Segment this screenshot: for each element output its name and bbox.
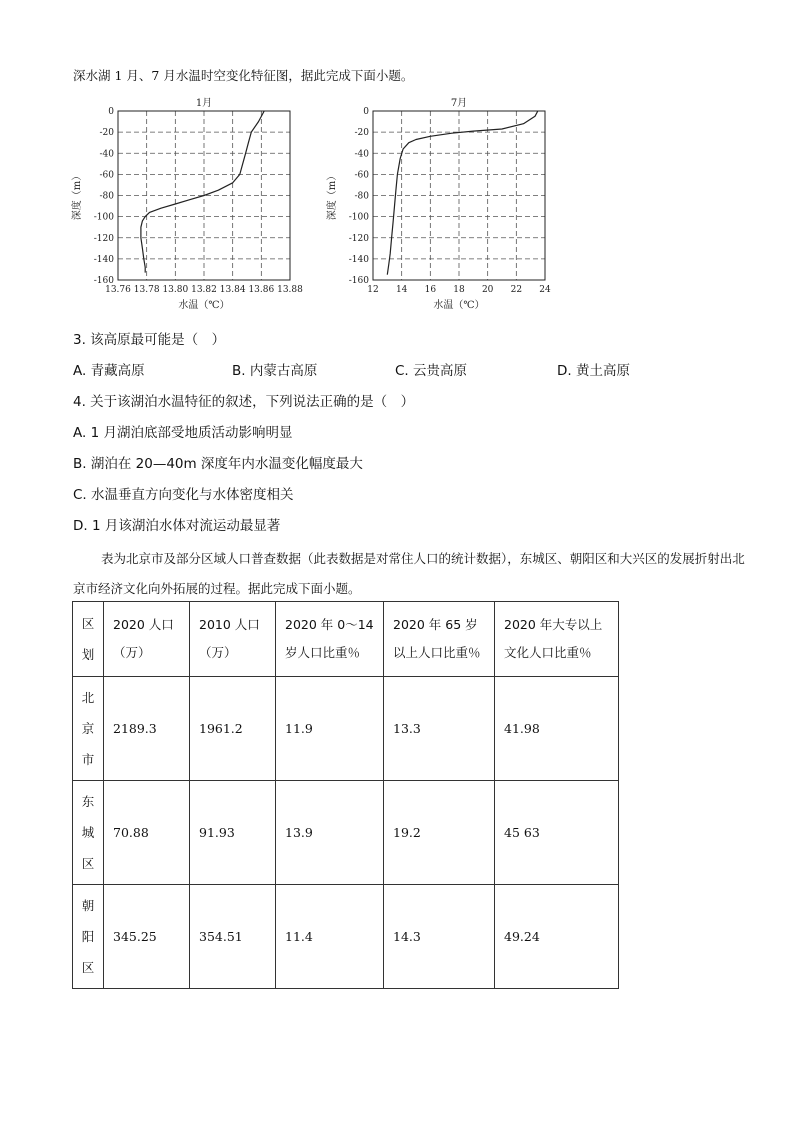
table-cell: 91.93 xyxy=(190,781,276,885)
table-cell-region: 北京市 xyxy=(73,677,104,781)
table-cell: 11.9 xyxy=(276,677,384,781)
x-tick-label: 13.76 xyxy=(105,285,131,295)
table-cell: 41.98 xyxy=(495,677,619,781)
table-row xyxy=(73,781,619,885)
population-table xyxy=(72,601,619,989)
table-cell: 354.51 xyxy=(190,885,276,989)
y-tick-label: -120 xyxy=(348,233,369,244)
y-tick-label: -160 xyxy=(93,276,114,286)
temperature-profile-line xyxy=(141,111,264,273)
y-tick-label: -60 xyxy=(99,170,114,181)
x-tick-label: 13.78 xyxy=(133,285,160,295)
y-tick-label: 0 xyxy=(108,107,114,117)
table-header-row xyxy=(73,602,619,677)
y-axis-label: 深度（m） xyxy=(72,170,83,221)
y-axis-label: 深度（m） xyxy=(327,170,338,221)
x-tick-label: 24 xyxy=(539,285,551,295)
y-tick-label: -140 xyxy=(93,254,114,265)
x-tick-label: 13.80 xyxy=(162,285,189,295)
passage-population xyxy=(73,544,753,604)
table-header-cell: 2010 人口（万） xyxy=(190,602,276,677)
question-4-option-a[interactable]: A. 1 月湖泊底部受地质活动影响明显 xyxy=(73,425,293,441)
y-tick-label: -20 xyxy=(354,128,369,139)
table-cell: 13.9 xyxy=(276,781,384,885)
y-tick-label: -20 xyxy=(99,128,114,139)
table-cell-region: 东城区 xyxy=(73,781,104,885)
question-4-option-c[interactable]: C. 水温垂直方向变化与水体密度相关 xyxy=(73,487,294,503)
question-3-option-b[interactable]: B. 内蒙古高原 xyxy=(232,363,318,379)
y-tick-label: -160 xyxy=(348,276,369,286)
table-cell: 2189.3 xyxy=(104,677,190,781)
x-tick-label: 13.82 xyxy=(191,285,217,295)
x-tick-label: 13.86 xyxy=(248,285,275,295)
x-tick-label: 18 xyxy=(453,285,465,295)
y-tick-label: 0 xyxy=(363,107,369,117)
question-3-stem: 3. 该高原最可能是（ ） xyxy=(73,332,226,348)
question-4-option-b[interactable]: B. 湖泊在 20—40m 深度年内水温变化幅度最大 xyxy=(73,456,363,472)
y-tick-label: -120 xyxy=(93,233,114,244)
passage-population-text: 表为北京市及部分区域人口普查数据（此表数据是对常住人口的统计数据），东城区、朝阳区和大兴区的发展折射出北京市经济文化向外拓展的过程。据此完成下面小题。 xyxy=(73,551,745,596)
y-tick-label: -80 xyxy=(99,191,114,202)
chart-january-svg xyxy=(70,90,310,318)
question-3-option-a[interactable]: A. 青藏高原 xyxy=(73,363,145,379)
y-tick-label: -100 xyxy=(93,212,114,223)
table-cell: 11.4 xyxy=(276,885,384,989)
chart-title: 1月 xyxy=(195,98,213,109)
table-header-cell: 2020 年 65 岁以上人口比重％ xyxy=(384,602,495,677)
x-axis-label: 水温（℃） xyxy=(433,300,485,311)
x-tick-label: 20 xyxy=(481,285,494,295)
table-cell: 14.3 xyxy=(384,885,495,989)
table-header-cell: 区划 xyxy=(73,602,104,677)
table-row xyxy=(73,885,619,989)
table-cell: 13.3 xyxy=(384,677,495,781)
question-3-option-d[interactable]: D. 黄土高原 xyxy=(557,363,630,379)
question-4-option-d[interactable]: D. 1 月该湖泊水体对流运动最显著 xyxy=(73,518,281,534)
table-header-cell: 2020 年 0～14 岁人口比重％ xyxy=(276,602,384,677)
table-cell-region: 朝阳区 xyxy=(73,885,104,989)
y-tick-label: -40 xyxy=(99,149,114,160)
table-cell: 49.24 xyxy=(495,885,619,989)
table-cell: 70.88 xyxy=(104,781,190,885)
chart-title: 7月 xyxy=(450,98,468,109)
table-cell: 19.2 xyxy=(384,781,495,885)
table-cell: 45 63 xyxy=(495,781,619,885)
table-cell: 345.25 xyxy=(104,885,190,989)
chart-january xyxy=(70,90,310,318)
chart-july xyxy=(325,90,565,318)
x-tick-label: 13.84 xyxy=(219,285,246,295)
x-axis-label: 水温（℃） xyxy=(178,300,230,311)
x-tick-label: 12 xyxy=(367,285,379,295)
y-tick-label: -80 xyxy=(354,191,369,202)
chart-july-svg xyxy=(325,90,565,318)
intro-text: 深水湖 1 月、7 月水温时空变化特征图，据此完成下面小题。 xyxy=(73,68,414,83)
x-tick-label: 13.88 xyxy=(277,285,303,295)
table-cell: 1961.2 xyxy=(190,677,276,781)
table-header-cell: 2020 人口（万） xyxy=(104,602,190,677)
y-tick-label: -40 xyxy=(354,149,369,160)
y-tick-label: -60 xyxy=(354,170,369,181)
y-tick-label: -140 xyxy=(348,254,369,265)
x-tick-label: 22 xyxy=(510,285,523,295)
question-3-option-c[interactable]: C. 云贵高原 xyxy=(395,363,468,379)
temperature-profile-line xyxy=(387,111,538,275)
table-header-cell: 2020 年大专以上文化人口比重％ xyxy=(495,602,619,677)
question-3-options xyxy=(73,359,753,379)
y-tick-label: -100 xyxy=(348,212,369,223)
x-tick-label: 16 xyxy=(424,285,437,295)
table-row xyxy=(73,677,619,781)
question-4-stem: 4. 关于该湖泊水温特征的叙述，下列说法正确的是（ ） xyxy=(73,394,415,410)
x-tick-label: 14 xyxy=(395,285,408,295)
